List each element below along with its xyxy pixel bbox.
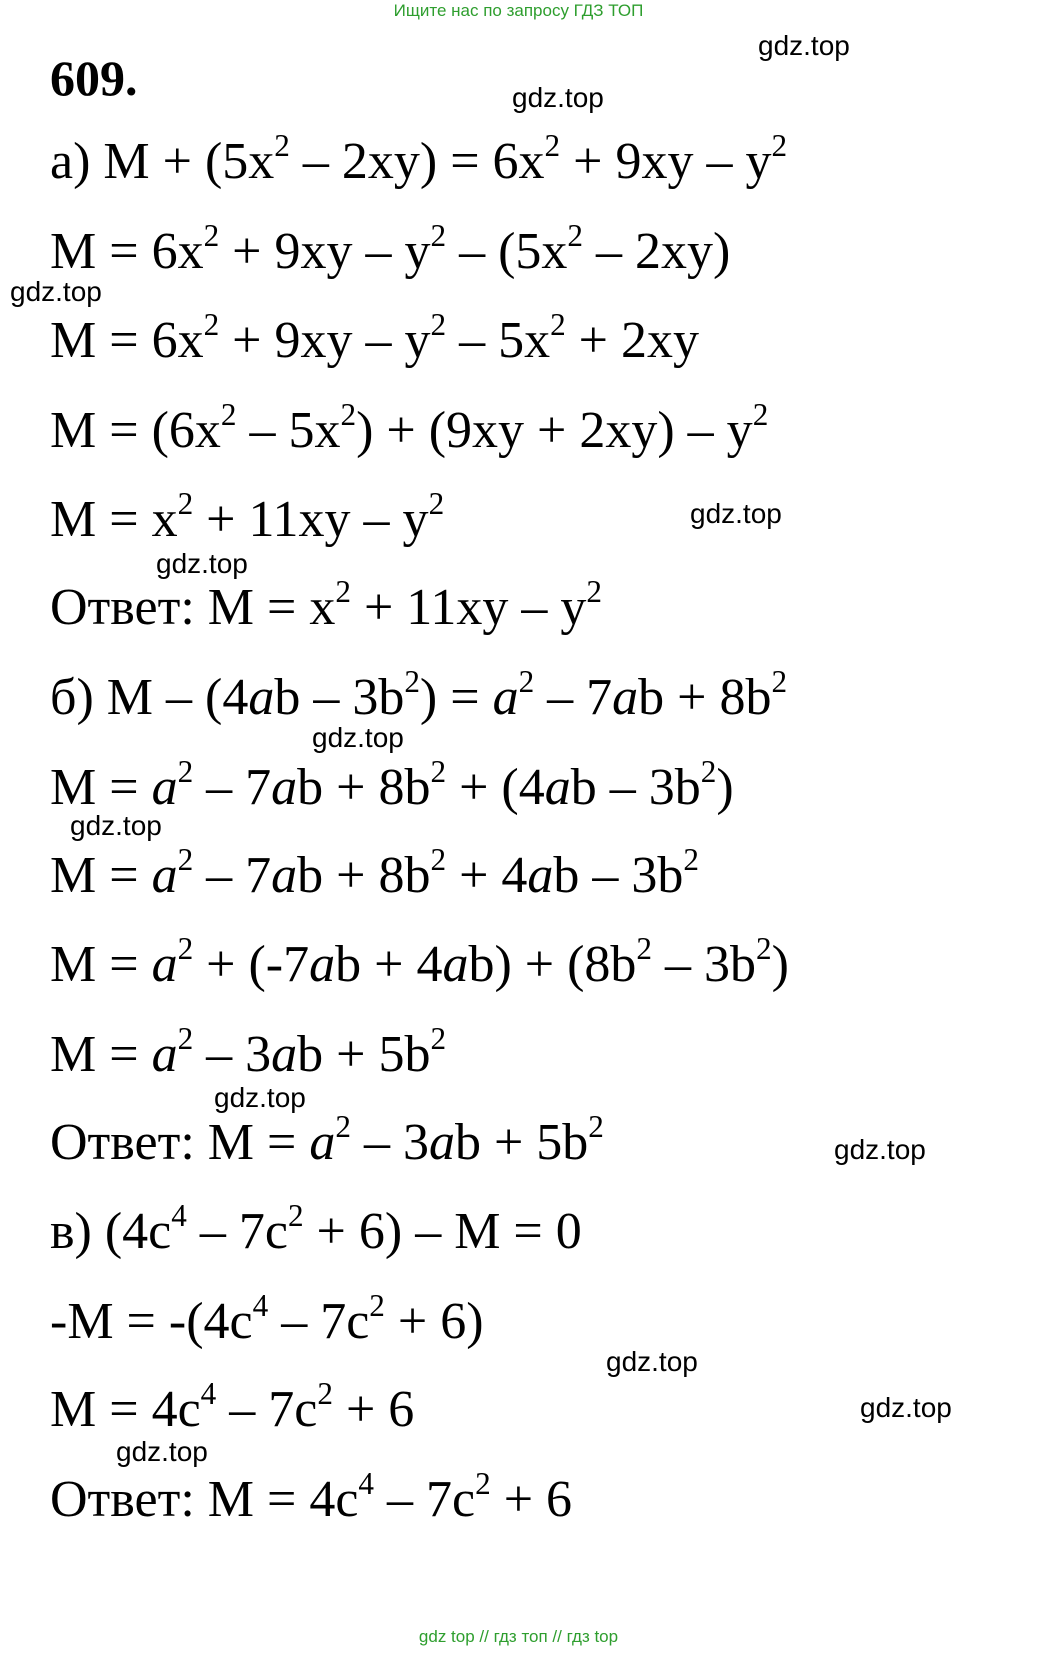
solution-line-b1: б) $M - (4ab - 3b^2) = a^2 - 7ab + 8b^2$ <box>50 664 788 726</box>
watermark: gdz.top <box>834 1134 926 1165</box>
solution-line-b5: $M = a^2 - 3ab + 5b^2$ <box>50 1021 447 1083</box>
solution-line-c2: $-M = -(4c^4 - 7c^2 + 6)$ <box>50 1288 484 1350</box>
solution-line-a2: $M = 6x^2 + 9xy - y^2 - (5x^2 - 2xy)$ <box>50 218 731 280</box>
watermark: gdz.top <box>70 810 162 841</box>
watermark: gdz.top <box>10 276 102 307</box>
watermark: gdz.top <box>860 1392 952 1423</box>
solution-line-b3: $M = a^2 - 7ab + 8b^2 + 4ab - 3b^2$ <box>50 842 699 904</box>
watermark: gdz.top <box>156 548 248 579</box>
header-banner: Ищите нас по запросу ГДЗ ТОП <box>393 1 644 20</box>
watermark: gdz.top <box>116 1436 208 1467</box>
watermark: gdz.top <box>214 1082 306 1113</box>
answer-a: Ответ: $M = x^2 + 11xy - y^2$ <box>50 574 602 636</box>
problem-number: 609. <box>50 50 138 106</box>
solution-line-b2: $M = a^2 - 7ab + 8b^2 + (4ab - 3b^2)$ <box>50 754 734 816</box>
watermark: gdz.top <box>758 30 850 61</box>
solution-line-a4: $M = (6x^2 - 5x^2) + (9xy + 2xy) - y^2$ <box>50 397 769 459</box>
solution-line-b4: $M = a^2 + (-7ab + 4ab) + (8b^2 - 3b^2)$ <box>50 931 789 993</box>
watermark: gdz.top <box>312 722 404 753</box>
solution-line-c1: в) $(4c^4 - 7c^2 + 6) - M = 0$ <box>50 1198 582 1260</box>
solution-line-a5: $M = x^2 + 11xy - y^2$ <box>50 486 445 548</box>
watermark: gdz.top <box>512 82 604 113</box>
watermark: gdz.top <box>606 1346 698 1377</box>
answer-b: Ответ: $M = a^2 - 3ab + 5b^2$ <box>50 1109 604 1171</box>
footer-banner: gdz top // гдз топ // гдз top <box>418 1627 619 1646</box>
watermark: gdz.top <box>690 498 782 529</box>
answer-c: Ответ: $M = 4c^4 - 7c^2 + 6$ <box>50 1466 573 1528</box>
solution-line-a3: $M = 6x^2 + 9xy - y^2 - 5x^2 + 2xy$ <box>50 307 699 369</box>
solution-line-a1: а) $M + (5x^2 - 2xy) = 6x^2 + 9xy - y^2$ <box>50 128 788 190</box>
solution-line-c3: $M = 4c^4 - 7c^2 + 6$ <box>50 1376 415 1438</box>
